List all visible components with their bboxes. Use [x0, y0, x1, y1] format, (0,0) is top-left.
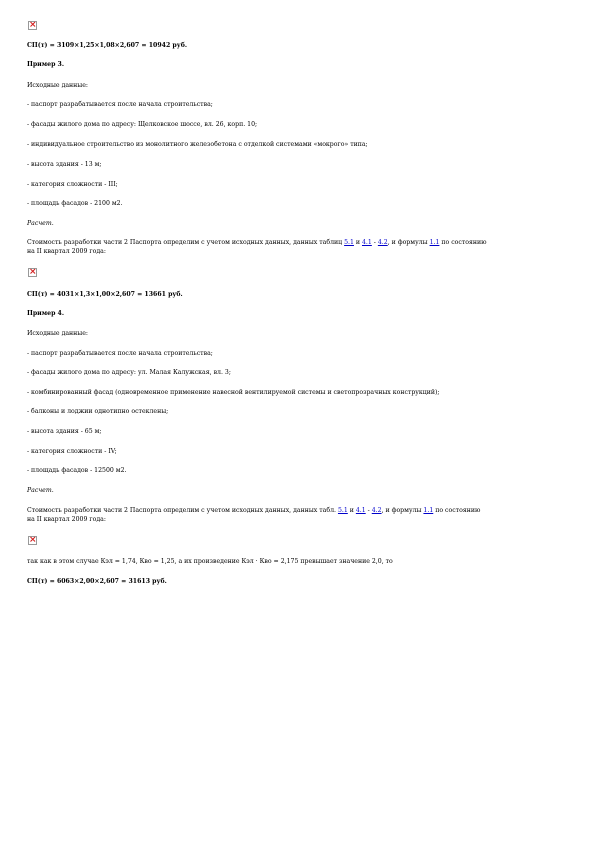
initial-data-label: Исходные данные:: [27, 82, 88, 89]
link-table-4-1[interactable]: 4.1: [355, 507, 366, 514]
link-formula-1-1[interactable]: 1.1: [429, 239, 440, 246]
list-item: - балконы и лоджии однотипно остеклены;: [27, 408, 169, 415]
cost-text: и: [347, 507, 356, 514]
list-item: - площадь фасадов - 12500 м2.: [27, 467, 127, 474]
formula-ex4: СП(т) = 4031×1,3×1,00×2,607 = 13661 руб.: [27, 291, 183, 298]
cost-paragraph: [27, 506, 567, 515]
list-item: - фасады жилого дома по адресу: ул. Малая Калужская, вл. 3;: [27, 369, 231, 376]
calc-label: Расчет.: [27, 220, 54, 227]
cost-text: , и формулы: [381, 507, 424, 514]
cost-text: и: [353, 239, 362, 246]
broken-image-icon: [28, 21, 37, 30]
list-item: - высота здания - 13 м;: [27, 161, 102, 168]
cost-text: -: [371, 239, 378, 246]
cost-paragraph: [27, 238, 567, 247]
link-table-4-1[interactable]: 4.1: [362, 239, 372, 246]
list-item: - комбинированный фасад (одновременное применение навесной вентилируемой системы и светопрозрачных конструкций);: [27, 389, 440, 396]
list-item: - паспорт разрабатывается после начала строительства;: [27, 101, 213, 108]
example-4-title: Пример 4.: [27, 310, 65, 317]
list-item: - высота здания - 65 м;: [27, 428, 102, 435]
cost-text: по состоянию: [433, 507, 481, 514]
calc-label: Расчет.: [27, 487, 54, 494]
cost-text: , и формулы: [387, 239, 430, 246]
initial-data-label: Исходные данные:: [27, 330, 88, 337]
list-item: - индивидуальное строительство из монолитного железобетона с отделкой системами «мокрого» типа;: [27, 141, 368, 148]
link-formula-1-1[interactable]: 1.1: [423, 507, 434, 514]
link-table-5-1[interactable]: 5.1: [337, 507, 348, 514]
cost-text: Стоимость разработки части 2 Паспорта определим с учетом исходных данных, данных таблиц: [27, 239, 345, 246]
cost-paragraph-line2: на II квартал 2009 года:: [27, 248, 106, 255]
example-3-title: Пример 3.: [27, 61, 65, 68]
list-item: - категория сложности - III;: [27, 181, 118, 188]
link-table-4-2[interactable]: 4.2: [371, 507, 382, 514]
cost-paragraph-line2: на II квартал 2009 года:: [27, 516, 106, 523]
list-item: - фасады жилого дома по адресу: Щелковское шоссе, вл. 26, корп. 10;: [27, 121, 258, 128]
cost-text: -: [365, 507, 372, 514]
link-table-5-1[interactable]: 5.1: [344, 239, 354, 246]
coefficient-note: так как в этом случае Кэл = 1,74, Кво = 1,25, а их произведение Кэл · Кво = 2,175 превышает значение 2,0, то: [27, 558, 393, 565]
broken-image-icon: [28, 536, 37, 545]
list-item: - площадь фасадов - 2100 м2.: [27, 200, 123, 207]
broken-image-icon: [28, 268, 37, 277]
list-item: - паспорт разрабатывается после начала строительства;: [27, 350, 213, 357]
formula-ex3: СП(т) = 3109×1,25×1,08×2,607 = 10942 руб.: [27, 42, 187, 49]
cost-text: Стоимость разработки части 2 Паспорта определим с учетом исходных данных, данных табл.: [27, 507, 338, 514]
link-table-4-2[interactable]: 4.2: [377, 239, 388, 246]
list-item: - категория сложности - IV;: [27, 448, 117, 455]
cost-text: по состоянию: [439, 239, 487, 246]
final-formula: СП(т) = 6063×2,00×2,607 = 31613 руб.: [27, 578, 167, 585]
